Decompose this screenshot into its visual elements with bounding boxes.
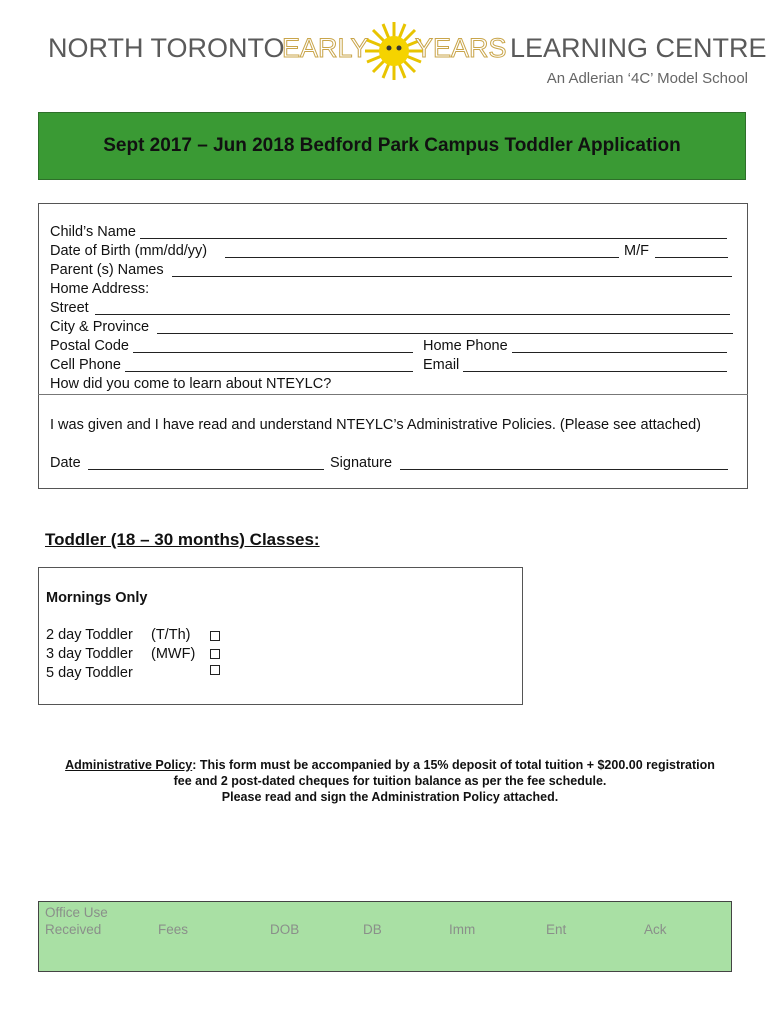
received-label: Received: [45, 922, 102, 937]
classes-heading: Toddler (18 – 30 months) Classes:: [45, 530, 320, 549]
policy-line1: : This form must be accompanied by a 15% deposit of total tuition + $200.00 registration: [192, 758, 715, 772]
class-2day-checkbox[interactable]: [210, 631, 220, 641]
referral-question: How did you come to learn about NTEYLC?: [50, 376, 332, 392]
class-3day-checkbox[interactable]: [210, 649, 220, 659]
class-option-label: 5 day Toddler: [46, 665, 133, 681]
street-field[interactable]: [95, 314, 730, 315]
office-use-label: Office Use: [45, 905, 108, 920]
application-title-banner: [38, 112, 746, 180]
fees-label: Fees: [158, 922, 189, 937]
email-field[interactable]: [463, 371, 727, 372]
postal-field[interactable]: [133, 352, 413, 353]
signature-label: Signature: [330, 455, 393, 471]
class-option-label: 2 day Toddler: [46, 627, 133, 643]
home-phone-field[interactable]: [512, 352, 727, 353]
signature-field[interactable]: [400, 469, 728, 470]
email-label: Email: [423, 357, 460, 373]
ack-label: Ack: [644, 922, 667, 937]
logo-years: YEARS: [415, 33, 507, 63]
postal-label: Postal Code: [50, 338, 129, 354]
class-option-label: 3 day Toddler: [46, 646, 133, 662]
mf-field[interactable]: [655, 257, 728, 258]
imm-label: Imm: [449, 922, 476, 937]
childs-name-label: Child’s Name: [50, 224, 136, 240]
cell-field[interactable]: [125, 371, 413, 372]
logo-early: EARLY: [282, 33, 369, 63]
city-field[interactable]: [157, 333, 733, 334]
home-phone-label: Home Phone: [423, 338, 508, 354]
mornings-only-label: Mornings Only: [46, 590, 148, 606]
class-option-days: (MWF): [151, 646, 196, 662]
policy-lead: Administrative Policy: [65, 758, 193, 772]
street-label: Street: [50, 300, 89, 316]
date-label: Date: [50, 455, 81, 471]
application-title: Sept 2017 – Jun 2018 Bedford Park Campus Toddler Application: [103, 135, 681, 156]
mf-label: M/F: [624, 243, 649, 259]
policy-acknowledgement: I was given and I have read and understand NTEYLC’s Administrative Policies. (Please see attached): [50, 417, 701, 433]
date-field[interactable]: [88, 469, 324, 470]
cell-label: Cell Phone: [50, 357, 121, 373]
dob-label: Date of Birth (mm/dd/yy): [50, 243, 208, 259]
class-option-days: (T/Th): [151, 627, 191, 643]
logo-north-toronto: NORTH TORONTO: [48, 33, 285, 63]
parents-label: Parent (s) Names: [50, 262, 164, 278]
office-use-box: [38, 901, 732, 972]
dob-field[interactable]: [225, 257, 619, 258]
dob-office-label: DOB: [270, 922, 300, 937]
db-label: DB: [363, 922, 382, 937]
city-label: City & Province: [50, 319, 150, 335]
home-address-label: Home Address:: [50, 281, 150, 297]
logo-learning-centre: LEARNING CENTRE: [510, 33, 767, 63]
childs-name-field[interactable]: [140, 238, 727, 239]
parents-field[interactable]: [172, 276, 732, 277]
ent-label: Ent: [546, 922, 567, 937]
policy-line2: fee and 2 post-dated cheques for tuition balance as per the fee schedule.: [173, 774, 607, 788]
class-5day-checkbox[interactable]: [210, 665, 220, 675]
form-divider: [38, 394, 748, 395]
administrative-policy-note: [30, 757, 750, 805]
policy-line3: Please read and sign the Administration Policy attached.: [221, 790, 559, 804]
logo-subtitle: An Adlerian ‘4C’ Model School: [546, 70, 748, 87]
